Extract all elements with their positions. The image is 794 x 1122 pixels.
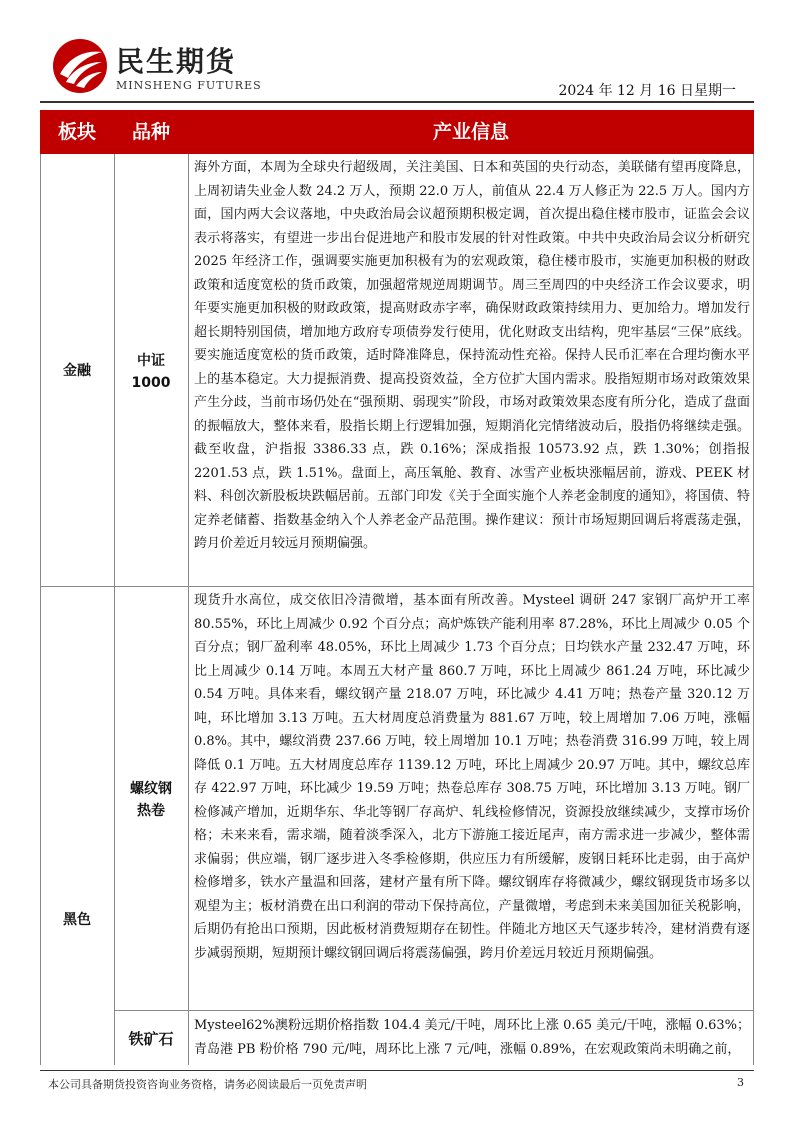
footer-divider: [40, 1070, 754, 1071]
grid-line: [753, 154, 754, 1065]
table-header: [40, 110, 754, 154]
grid-line: [114, 1010, 754, 1011]
sector-ferrous: 黑色: [63, 912, 91, 928]
header-divider: [40, 101, 754, 103]
grid-line: [114, 154, 115, 1065]
brand-name-en: MINSHENG FUTURES: [116, 79, 262, 92]
product-iron-ore: 铁矿石: [128, 1030, 174, 1048]
product-name-line: 螺纹钢: [130, 781, 172, 797]
info-text-iron-ore: Mysteel62%澳粉远期价格指数 104.4 美元/干吨，周环比上涨 0.65 美元/干吨，涨幅 0.63%；青岛港 PB 粉价格 790 元/吨，周环比上涨 7 元/吨，涨幅 0.89%，在宏观政策尚未明确之前，: [194, 1018, 750, 1057]
report-date: 2024 年 12 月 16 日星期一: [558, 83, 736, 99]
product-name-line: 热卷: [137, 803, 165, 819]
product-name-line: 1000: [131, 375, 171, 391]
disclaimer-note: 本公司具备期货投资咨询业务资格，请务必阅读最后一页免责声明: [48, 1078, 367, 1091]
column-header-product: 品种: [131, 121, 170, 143]
minsheng-logo-icon: [52, 38, 108, 94]
grid-line: [188, 154, 189, 1065]
column-header-info: 产业信息: [432, 121, 509, 143]
page-number: 3: [737, 1076, 744, 1089]
product-name-line: 中证: [137, 353, 165, 369]
industry-info-table: [40, 110, 754, 1065]
sector-finance: 金融: [63, 363, 91, 379]
product-rebar-hrc: [114, 778, 188, 822]
info-text-steel: 现货升水高位，成交依旧冷清微增，基本面有所改善。Mysteel 调研 247 家钢厂高炉开工率 80.55%，环比上周减少 0.92 个百分点；高炉炼铁产能利用率 87.28%，环比上周减少 0.05 个百分点；钢厂盈利率 48.05%，环比上周减少 1.73 个百分点；日均铁水产量 232.47 万吨，环比上周减少 0.14 万吨。本周五大材产量 860.7 万吨，环比上周减少 861.24 万吨，环比减少 0.54 万吨。具体来看，螺纹钢产量 218.07 万吨，环比减少 4.41 万吨；热卷产量 320.12 万吨，环比增加 3.13 万吨。五大材周度总消费量为 881.67 万吨，较上周增加 7.06 万吨，涨幅 0.8%。其中，螺纹消费 237.66 万吨，较上周增加 10.1 万吨；热卷消费 316.99 万吨，较上周降低 0.1 万吨。五大材周度总库存 1139.12 万吨，环比上周减少 20.97 万吨。其中，螺纹总库存 422.97 万吨，环比减少 19.59 万吨；热卷总库存 308.75 万吨，环比增加 3.13 万吨。钢厂检修减产增加，近期华东、华北等钢厂存高炉、轧线检修情况，资源投放继续减少，支撑市场价格；未来来看，需求端，随着淡季深入，北方下游施工接近尾声，南方需求进一步减少，整体需求偏弱；供应端，钢厂逐步进入冬季检修期，供应压力有所缓解，废钢日耗环比走弱，由于高炉检修增多，铁水产量温和回落，建材产量有所下降。螺纹钢库存将微减少，螺纹钢现货市场多以观望为主；板材消费在出口利润的带动下保持高位，产量微增，考虑到未来美国加征关税影响，后期仍有抢出口预期，因此板材消费短期存在韧性。伴随北方地区天气逐步转冷，建材消费有逐步减弱预期，短期预计螺纹钢回调后将震荡偏强，跨月价差远月较近月预期偏强。: [194, 593, 750, 961]
product-csi1000: [114, 350, 188, 394]
column-header-sector: 板块: [57, 121, 96, 143]
info-text-finance: 海外方面，本周为全球央行超级周，关注美国、日本和英国的央行动态，美联储有望再度降息，上周初请失业金人数 24.2 万人，预期 22.0 万人，前值从 22.4 万人修正为 22.5 万人。国内方面，国内两大会议落地，中央政治局会议超预期积极定调，首次提出稳住楼市股市，证监会会议表示将落实，有望进一步出台促进地产和股市发展的针对性政策。中共中央政治局会议分析研究 2025 年经济工作，强调要实施更加积极有为的宏观政策，稳住楼市股市，实施更加积极的财政政策和适度宽松的货币政策，加强超常规逆周期调节。周三至周四的中央经济工作会议要求，明年要实施更加积极的财政政策，提高财政赤字率，确保财政政策持续用力、更加给力。增加发行超长期特别国债，增加地方政府专项债券发行使用，优化财政支出结构，兜牢基层“三保”底线。要实施适度宽松的货币政策，适时降准降息，保持流动性充裕。保持人民币汇率在合理均衡水平上的基本稳定。大力提振消费、提高投资效益，全方位扩大国内需求。股指短期市场对政策效果产生分歧，当前市场仍处在“强预期、弱现实”阶段，市场对政策效果态度有所分化，造成了盘面的振幅放大，整体来看，股指长期上行逻辑加强，短期消化完情绪波动后，股指仍将继续走强。截至收盘，沪指报 3386.33 点，跌 0.16%；深成指报 10573.92 点，跌 1.30%；创指报 2201.53 点，跌 1.51%。盘面上，高压氧舱、教育、冰雪产业板块涨幅居前，游戏、PEEK 材料、科创次新股板块跌幅居前。五部门印发《关于全面实施个人养老金制度的通知》，将国债、特定养老储蓄、指数基金纳入个人养老金产品范围。操作建议：预计市场短期回调后将震荡走强，跨月价差近月较远月预期偏强。: [194, 160, 750, 551]
grid-line: [40, 586, 754, 587]
brand-name-cn: 民生期货: [116, 45, 237, 78]
